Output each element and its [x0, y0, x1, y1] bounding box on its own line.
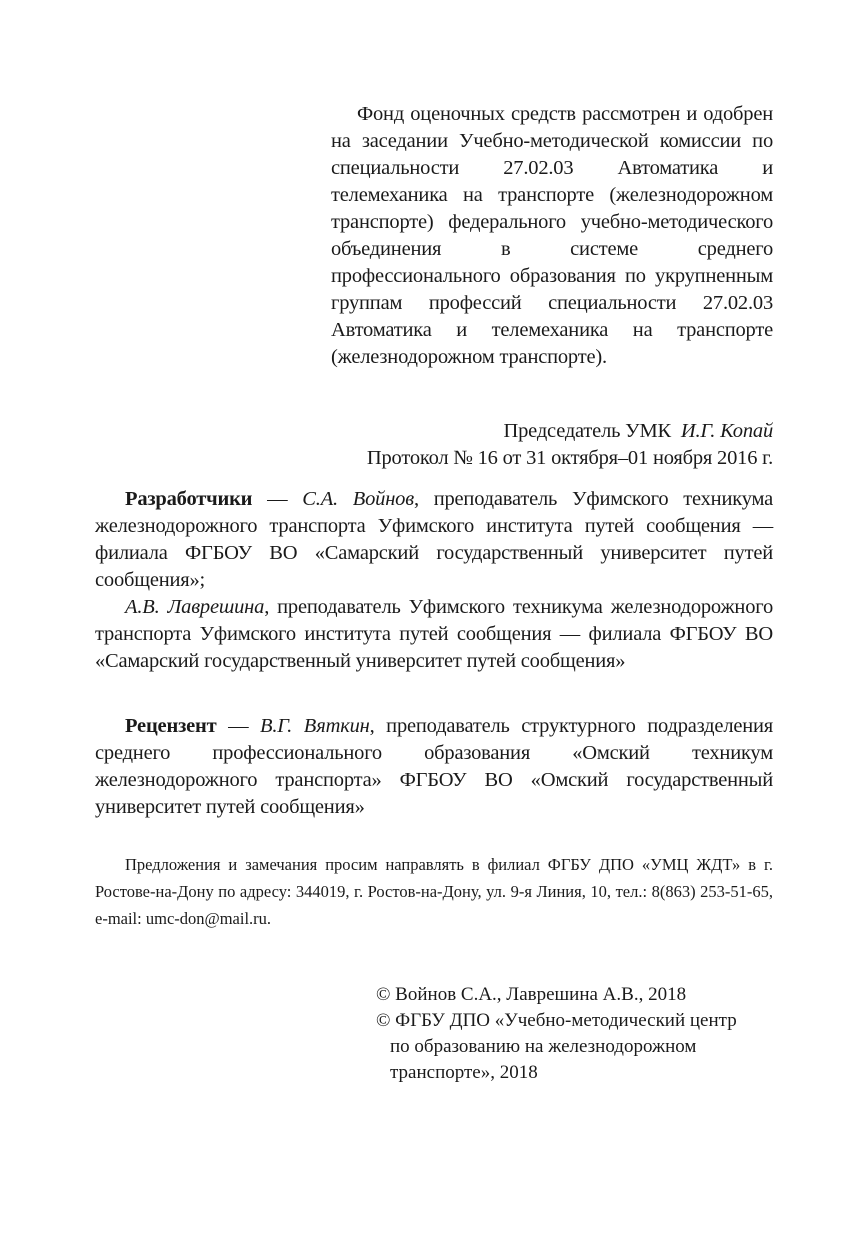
developers-dash: — — [252, 488, 303, 510]
approval-paragraph: Фонд оценочных средств рассмотрен и одобрен на заседании Учебно-методической комиссии по специальности 27.02.03 Автоматика и телемеханика на транспорте (железнодорожном транспорте) федерального учебно-методического объединения в системе среднего профессионального образования по укрупненным группам профессий специальности 27.02.03 Автоматика и телемеханика на транспорте (железнодорожном транспорте). — [331, 103, 773, 368]
copyright-publisher-end: транспорте», 2018 — [390, 1062, 538, 1083]
developers-heading: Разработчики — [125, 488, 253, 510]
developer-entry — [95, 486, 773, 594]
reviewer-description: , преподаватель структурного подразделения среднего профессионального образования «Омский техникум железнодорожного транспорта» ФГБОУ ВО «Омский государственный университет путей сообщения» — [95, 715, 774, 818]
developer-description: , преподаватель Уфимского техникума железнодорожного транспорта Уфимского института путей сообщения — филиала ФГБОУ ВО «Самарский государственный университет путей сообщения» — [95, 596, 773, 672]
reviewer-dash: — — [216, 715, 261, 737]
developer-name: А.В. Лаврешина — [125, 596, 265, 618]
developer-description: , преподаватель Уфимского техникума железнодорожного транспорта Уфимского института путей сообщения — филиала ФГБОУ ВО «Самарский государственный университет путей сообщения»; — [95, 488, 774, 591]
developer-entry — [95, 594, 773, 675]
chair-name: И.Г. Копай — [680, 420, 773, 442]
reviewer-heading: Рецензент — [125, 715, 217, 737]
developers-section — [95, 486, 773, 675]
contact-paragraph: Предложения и замечания просим направлять в филиал ФГБУ ДПО «УМЦ ЖДТ» в г. Ростове-на-Дону по адресу: 344019, г. Ростов-на-Дону, ул. 9-я Линия, 10, тел.: 8(863) 253-51-65, e-mail: umc-don@mail.ru. — [95, 855, 773, 928]
developer-name: С.А. Войнов — [302, 488, 414, 510]
reviewer-entry — [95, 713, 773, 821]
copyright-authors: © Войнов С.А., Лаврешина А.В., 2018 — [376, 984, 687, 1005]
copyright-publisher-cont: по образованию на железнодорожном — [390, 1036, 697, 1057]
copyright-publisher: © ФГБУ ДПО «Учебно-методический центр — [376, 1010, 737, 1031]
chair-signature — [504, 418, 773, 445]
protocol-line: Протокол № 16 от 31 октября–01 ноября 2016 г. — [366, 447, 773, 469]
reviewer-name: В.Г. Вяткин — [260, 715, 370, 737]
reviewer-section — [95, 713, 773, 821]
copyright-block — [376, 982, 776, 1086]
chair-label: Председатель УМК — [503, 420, 671, 442]
